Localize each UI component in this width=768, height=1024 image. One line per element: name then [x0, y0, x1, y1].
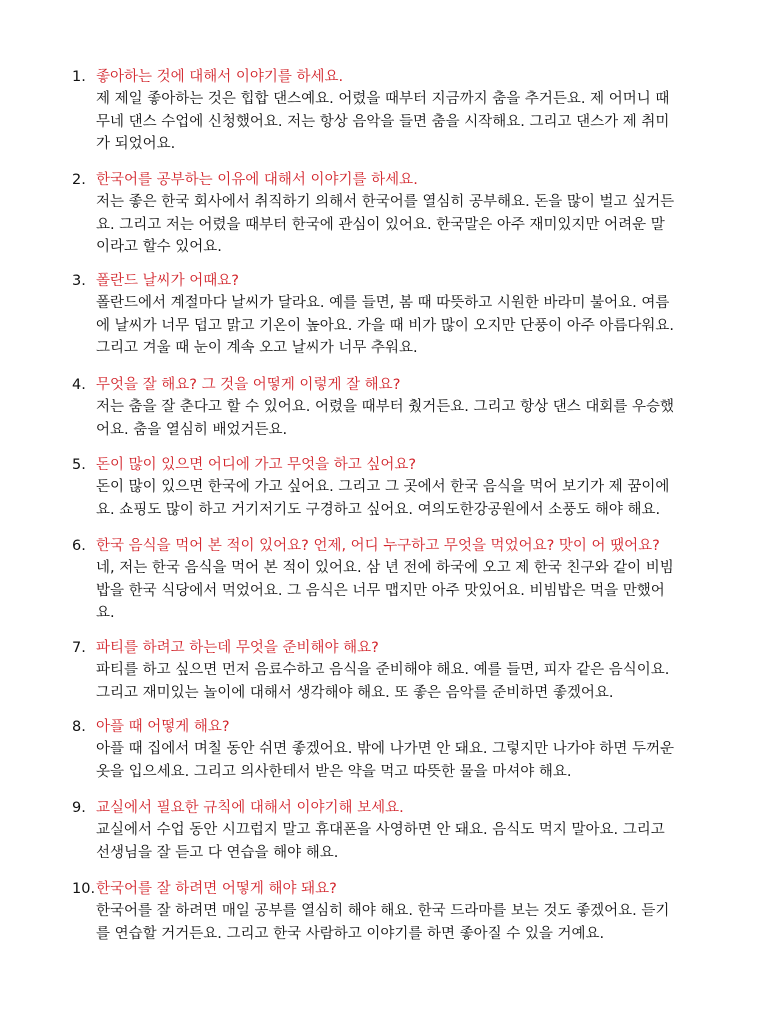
item-number: 4.: [72, 377, 86, 393]
question-text: 아플 때 어떻게 해요?: [96, 719, 230, 735]
item-number: 5.: [72, 457, 86, 473]
question-text: 파티를 하려고 하는데 무엇을 준비해야 해요?: [96, 640, 379, 656]
answer-text: [96, 900, 712, 945]
qa-item-10: [72, 878, 712, 945]
question-line: [72, 66, 712, 88]
qa-item-9: [72, 797, 712, 864]
answer-text: [96, 292, 712, 360]
answer-line: 그리고 겨울 때 눈이 계속 오고 날씨가 너무 추워요.: [96, 340, 418, 356]
qa-item-3: [72, 270, 712, 360]
question-line: [72, 878, 712, 900]
answer-line: 저는 좋은 한국 회사에서 취직하기 의해서 한국어를 열심히 공부해요. 돈을 많이 벌고 싶거든: [96, 194, 675, 210]
question-text: 돈이 많이 있으면 어디에 가고 무엇을 하고 싶어요?: [96, 457, 417, 473]
answer-text: [96, 738, 712, 783]
question-line: [72, 270, 712, 292]
answer-line: 어요. 춤을 열심히 배었거든요.: [96, 421, 288, 438]
question-text: 한국 음식을 먹어 본 적이 있어요? 언제, 어디 누구하고 무엇을 먹었어요? 맛이 어 땠어요?: [96, 538, 660, 554]
question-line: [72, 454, 712, 476]
answer-line: 밥을 한국 식당에서 먹었어요. 그 음식은 너무 맵지만 아주 맛있어요. 비빔밥은 먹을 만했어: [96, 582, 665, 599]
item-number: 7.: [72, 640, 86, 656]
answer-text: [96, 88, 712, 156]
answer-line: 저는 춤을 잘 춘다고 할 수 있어요. 어렸을 때부터 췄거든요. 그리고 항상 댄스 대회를 우승했: [96, 399, 674, 415]
qa-item-8: [72, 716, 712, 783]
answer-line: 선생님을 잘 듣고 다 연습을 해야 해요.: [96, 844, 339, 861]
answer-line: 무네 댄스 수업에 신청했어요. 저는 항상 음악을 들면 춤을 시작해요. 그리고 댄스가 제 취미: [96, 113, 670, 130]
answer-line: 돈이 많이 있으면 한국에 가고 싶어요. 그리고 그 곳에서 한국 음식을 먹어 보기가 제 꿈이에: [96, 479, 670, 495]
qa-item-7: [72, 637, 712, 704]
item-number: 3.: [72, 273, 86, 289]
answer-text: [96, 396, 712, 441]
question-line: [72, 169, 712, 191]
item-number: 9.: [72, 800, 86, 816]
answer-line: 요.: [96, 605, 115, 621]
answer-line: 아플 때 집에서 며칠 동안 쉬면 좋겠어요. 밖에 나가면 안 돼요. 그렇지만 나가야 하면 두꺼운: [96, 741, 674, 757]
answer-line: 네, 저는 한국 음식을 먹어 본 적이 있어요. 삼 년 전에 하국에 오고 제 한국 친구와 같이 비빔: [96, 560, 674, 576]
qa-item-2: [72, 169, 712, 259]
answer-line: 가 되었어요.: [96, 136, 176, 152]
question-text: 한국어를 잘 하려면 어떻게 해야 돼요?: [96, 881, 337, 897]
answer-line: 를 연습할 거거든요. 그리고 한국 사람하고 이야기를 하면 좋아질 수 있을 거예요.: [96, 925, 605, 942]
answer-text: [96, 557, 712, 625]
question-line: [72, 374, 712, 396]
answer-line: 폴란드에서 계절마다 날씨가 달라요. 예를 들면, 봄 때 따뜻하고 시원한 바라미 불어요. 여름: [96, 295, 670, 311]
question-text: 폴란드 날씨가 어때요?: [96, 273, 239, 289]
question-line: [72, 797, 712, 819]
qa-item-5: [72, 454, 712, 521]
answer-line: 제 제일 좋아하는 것은 힙합 댄스예요. 어렸을 때부터 지금까지 춤을 추거든요. 제 어머니 때: [96, 91, 670, 107]
answer-line: 요. 그리고 저는 어렸을 때부터 한국에 관심이 있어요. 한국말은 아주 재미있지만 어려운 말: [96, 216, 665, 233]
answer-line: 이라고 할수 있어요.: [96, 239, 222, 255]
answer-text: [96, 191, 712, 259]
answer-line: 한국어를 잘 하려면 매일 공부를 열심히 해야 해요. 한국 드라마를 보는 것도 좋겠어요. 듣기: [96, 903, 670, 919]
answer-line: 에 날씨가 너무 덥고 맑고 기온이 높아요. 가을 때 비가 많이 오지만 단풍이 아주 아름다워요.: [96, 317, 674, 334]
answer-text: [96, 819, 712, 864]
item-number: 2.: [72, 172, 86, 188]
answer-text: [96, 659, 712, 704]
item-number: 1.: [72, 69, 86, 85]
answer-line: 요. 쇼핑도 많이 하고 거기저기도 구경하고 싶어요. 여의도한강공원에서 소풍도 해야 해요.: [96, 501, 661, 518]
question-line: [72, 535, 712, 557]
qa-item-6: [72, 535, 712, 625]
question-text: 좋아하는 것에 대해서 이야기를 하세요.: [96, 69, 344, 85]
qa-item-1: [72, 66, 712, 156]
answer-text: [96, 476, 712, 521]
question-line: [72, 716, 712, 738]
answer-line: 파티를 하고 싶으면 먼저 음료수하고 음식을 준비해야 해요. 예를 들면, 피자 같은 음식이요.: [96, 662, 670, 678]
question-text: 교실에서 필요한 규칙에 대해서 이야기해 보세요.: [96, 800, 404, 816]
answer-line: 그리고 재미있는 놀이에 대해서 생각해야 해요. 또 좋은 음악를 준비하면 좋겠어요.: [96, 684, 614, 701]
item-number: 6.: [72, 538, 86, 554]
item-number: 10.: [72, 881, 96, 897]
item-number: 8.: [72, 719, 86, 735]
question-line: [72, 637, 712, 659]
answer-line: 옷을 입으세요. 그리고 의사한테서 받은 약을 먹고 따뜻한 물을 마셔야 해요.: [96, 763, 572, 780]
answer-line: 교실에서 수업 동안 시끄럽지 말고 휴대폰을 사영하면 안 돼요. 음식도 먹지 말아요. 그리고: [96, 822, 665, 838]
qa-item-4: [72, 374, 712, 441]
question-text: 한국어를 공부하는 이유에 대해서 이야기를 하세요.: [96, 172, 418, 188]
question-text: 무엇을 잘 해요? 그 것을 어떻게 이렇게 잘 해요?: [96, 377, 401, 393]
